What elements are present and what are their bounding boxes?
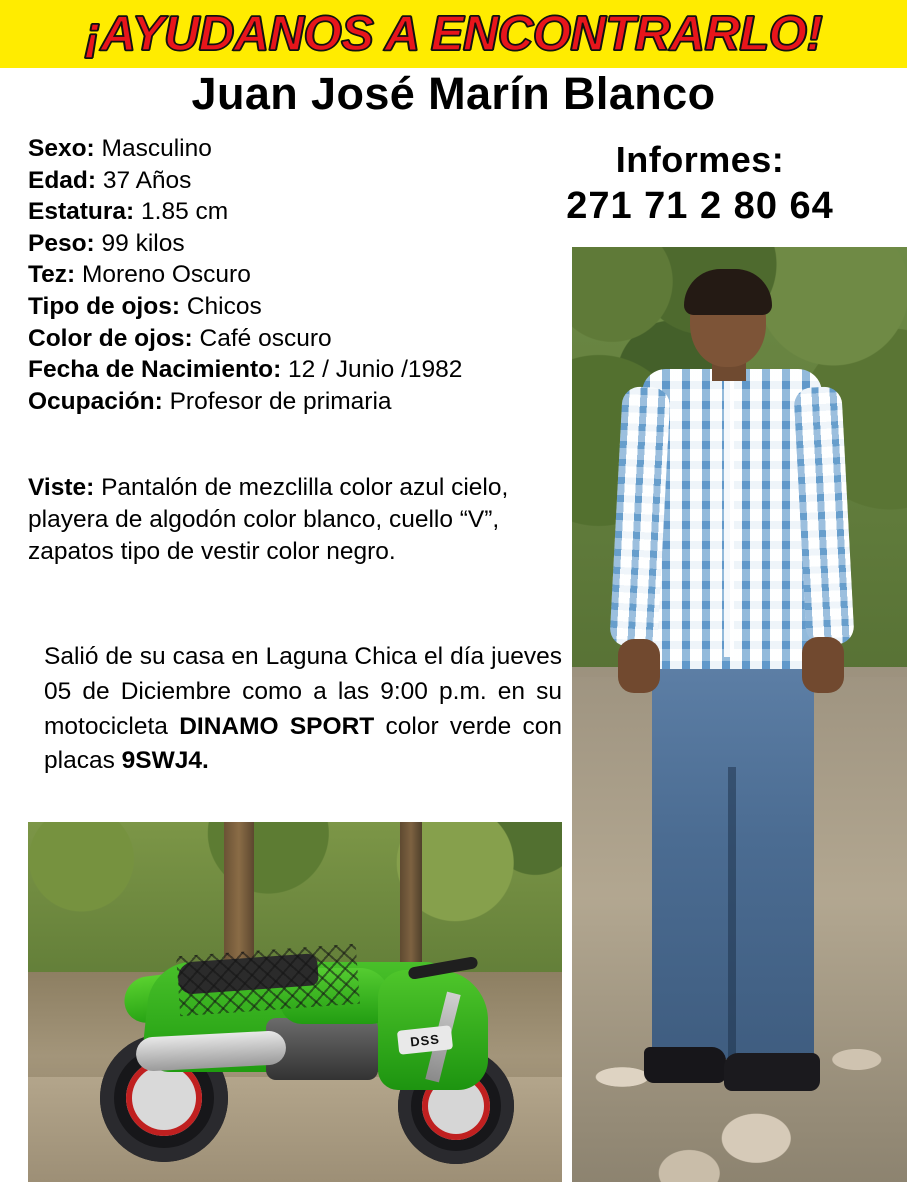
detail-row — [28, 386, 498, 418]
detail-key: Tez: — [28, 261, 76, 289]
alert-banner — [0, 0, 907, 68]
clothing-value: Pantalón de mezclilla color azul cielo, playera de algodón color blanco, cuello “V”, zapatos tipo de vestir color negro. — [28, 474, 509, 565]
photo-hand-left — [618, 639, 660, 693]
detail-value: Profesor de primaria — [169, 387, 392, 415]
detail-key: Peso: — [28, 229, 95, 257]
detail-key: Color de ojos: — [28, 324, 193, 352]
motorcycle-model: DINAMO SPORT — [179, 712, 375, 740]
detail-value: Chicos — [186, 292, 262, 320]
photo-person-figure — [572, 247, 907, 1182]
detail-value: 12 / Junio /1982 — [288, 356, 463, 384]
detail-key: Tipo de ojos: — [28, 292, 180, 320]
detail-row — [28, 323, 498, 355]
photo-hand-right — [802, 637, 844, 693]
moto-photo-tree-trunk-2 — [400, 822, 422, 972]
contact-phone: 271 71 2 80 64 — [566, 184, 834, 227]
contact-block — [500, 140, 900, 229]
clothing-label: Viste: — [28, 474, 95, 501]
license-plate: 9SWJ4. — [121, 747, 209, 775]
detail-value: Café oscuro — [199, 324, 332, 352]
detail-row — [28, 228, 498, 260]
detail-row — [28, 259, 498, 291]
detail-value: Masculino — [101, 135, 212, 162]
detail-key: Ocupación: — [28, 387, 163, 415]
detail-row — [28, 354, 498, 386]
person-name: Juan José Marín Blanco — [191, 68, 716, 119]
photo-hair — [684, 269, 772, 315]
moto-cargo-net — [176, 944, 360, 1016]
detail-row — [28, 165, 498, 197]
detail-key: Fecha de Nacimiento: — [28, 356, 282, 384]
person-details-list — [28, 133, 498, 417]
photo-shoe-right — [724, 1053, 820, 1091]
detail-value: 1.85 cm — [141, 198, 229, 226]
contact-label: Informes: — [615, 139, 785, 180]
detail-key: Estatura: — [28, 198, 135, 226]
detail-value: 37 Años — [102, 166, 192, 194]
photo-shirt-placket — [724, 377, 734, 657]
missing-person-photo — [572, 247, 907, 1182]
moto-badge: DSS — [397, 1025, 453, 1055]
photo-shoe-left — [644, 1047, 726, 1083]
motorcycle-photo — [28, 822, 562, 1182]
photo-jeans-seam — [728, 767, 736, 1059]
clothing-description — [28, 472, 548, 568]
detail-value: Moreno Oscuro — [82, 261, 251, 289]
alert-banner-text: ¡AYUDANOS A ENCONTRARLO! — [84, 6, 823, 61]
detail-row — [28, 196, 498, 228]
narrative-part-2: color verde con placas — [44, 712, 563, 775]
narrative-part-1: Salió de su casa en Laguna Chica el día jueves 05 de Diciembre como a las 9:00 p.m. en su motocicleta — [44, 643, 562, 740]
detail-key: Sexo: — [28, 135, 95, 162]
detail-key: Edad: — [28, 166, 97, 194]
detail-row — [28, 133, 498, 165]
detail-value: 99 kilos — [101, 229, 185, 257]
disappearance-narrative — [44, 640, 562, 779]
detail-row — [28, 291, 498, 323]
